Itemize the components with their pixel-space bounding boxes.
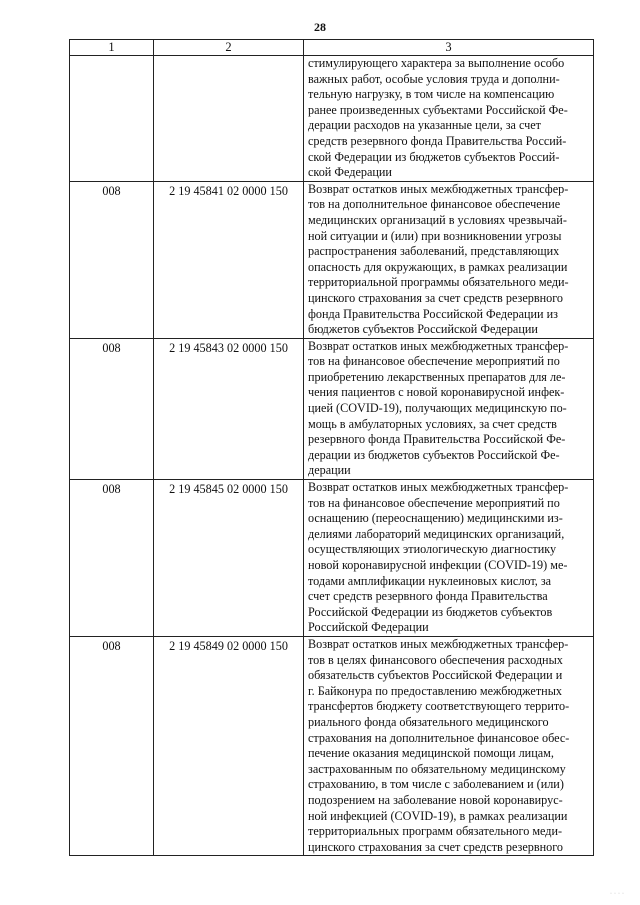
description-line: чения пациентов с новой коронавирусной инфек-: [308, 385, 565, 400]
description-line: Возврат остатков иных межбюджетных трансфер-: [308, 338, 569, 353]
kbk-code-cell: 2 19 45849 02 0000 150: [154, 636, 304, 855]
description-line: подозрением на заболевание новой коронавирус-: [308, 792, 563, 807]
description-line: тельную нагрузку, в том числе на компенсацию: [308, 87, 555, 102]
table-row: [70, 338, 594, 479]
column-header-kbk-code: 2: [154, 40, 304, 56]
description-line: ской Федерации из бюджетов субъектов Россий-: [308, 149, 560, 164]
kbk-code-cell: 2 19 45843 02 0000 150: [154, 338, 304, 479]
admin-code-cell: 008: [70, 636, 154, 855]
kbk-code-cell: [154, 56, 304, 182]
kbk-code-cell: 2 19 45841 02 0000 150: [154, 181, 304, 338]
description-cell: [304, 338, 594, 479]
description-line: дерации: [308, 463, 351, 478]
description-line: приобретению лекарственных препаратов для ле-: [308, 369, 566, 384]
description-line: дерации из бюджетов субъектов Российской Фе-: [308, 447, 560, 462]
description-line: средств резервного фонда Правительства Россий-: [308, 133, 567, 148]
page-number: 28: [314, 20, 326, 34]
description-cell: [304, 56, 594, 182]
description-line: счет средств резервного фонда Правительства: [308, 589, 548, 604]
description-line: тов на финансовое обеспечение мероприятий по: [308, 495, 560, 510]
admin-code-cell: 008: [70, 480, 154, 637]
description-line: медицинских организаций в условиях чрезвычай-: [308, 212, 567, 227]
description-line: ранее произведенных субъектами Российской Фе-: [308, 102, 568, 117]
description-line: территориальных программ обязательного меди-: [308, 824, 563, 839]
description-line: Российской Федерации из бюджетов субъектов: [308, 604, 553, 619]
description-line: обязательств субъектов Российской Федерации и: [308, 668, 563, 683]
admin-code-cell: [70, 56, 154, 182]
description-line: г. Байконура по предоставлению межбюджетных: [308, 683, 562, 698]
description-line: мощь в амбулаторных условиях, за счет средств: [308, 416, 557, 431]
budget-classification-table: [69, 39, 594, 856]
description-line: опасность для окружающих, в рамках реализации: [308, 259, 568, 274]
description-cell: [304, 636, 594, 855]
description-line: ной ситуации и (или) при возникновении угрозы: [308, 228, 562, 243]
description-line: цией (COVID-19), получающих медицинскую по-: [308, 401, 567, 416]
table-row: [70, 56, 594, 182]
description-line: тов на дополнительное финансовое обеспечение: [308, 197, 561, 212]
description-line: Возврат остатков иных межбюджетных трансфер-: [308, 181, 569, 196]
admin-code-cell: 008: [70, 181, 154, 338]
description-line: важных работ, особые условия труда и дополни-: [308, 71, 560, 86]
description-line: дерации расходов на указанные цели, за счет: [308, 118, 542, 133]
description-line: новой коронавирусной инфекции (COVID-19) ме-: [308, 558, 568, 572]
table-header-row: [70, 40, 594, 56]
description-line: трансфертов бюджету соответствующего террито-: [308, 699, 570, 714]
description-line: Возврат остатков иных межбюджетных трансфер-: [308, 480, 569, 495]
description-line: риального фонда обязательного медицинского: [308, 714, 549, 729]
description-line: тов на финансовое обеспечение мероприятий по: [308, 354, 560, 369]
kbk-code-cell: 2 19 45845 02 0000 150: [154, 480, 304, 637]
description-line: цинского страхования за счет средств резервного: [308, 290, 563, 305]
description-line: тодами амплификации нуклеиновых кислот, за: [308, 573, 552, 588]
description-line: делиями лабораторий медицинских организаций,: [308, 526, 565, 541]
table-row: [70, 636, 594, 855]
description-line: тов в целях финансового обеспечения расходных: [308, 652, 563, 667]
admin-code-cell: 008: [70, 338, 154, 479]
column-header-description: 3: [304, 40, 594, 56]
description-cell: [304, 181, 594, 338]
table-row: [70, 181, 594, 338]
description-line: стимулирующего характера за выполнение особо: [308, 56, 565, 70]
description-line: ной инфекцией (COVID-19), в рамках реализации: [308, 808, 568, 823]
description-line: Российской Федерации: [308, 620, 429, 635]
description-line: бюджетов субъектов Российской Федерации: [308, 322, 538, 337]
description-line: ской Федерации: [308, 165, 392, 180]
description-line: осуществляющих этиологическую диагностику: [308, 542, 557, 557]
column-header-admin-code: 1: [70, 40, 154, 56]
description-line: страхования на дополнительное финансовое обес-: [308, 730, 570, 745]
description-line: Возврат остатков иных межбюджетных трансфер-: [308, 636, 569, 651]
description-line: распространения заболеваний, представляющих: [308, 244, 560, 259]
description-cell: [304, 480, 594, 637]
description-line: застрахованным по обязательному медицинскому: [308, 761, 566, 776]
table-row: [70, 480, 594, 637]
description-line: оснащению (переоснащению) медицинскими из-: [308, 511, 563, 526]
description-line: печение оказания медицинской помощи лицам,: [308, 746, 554, 761]
description-line: фонда Правительства Российской Федерации из: [308, 306, 558, 321]
description-line: страхованию, в том числе с заболеванием и (или): [308, 777, 564, 792]
table-body: [70, 56, 594, 856]
description-line: резервного фонда Правительства Российской Фе-: [308, 432, 566, 447]
description-line: территориальной программы обязательного меди-: [308, 275, 569, 290]
scan-footer-mark: ····: [610, 891, 626, 897]
description-line: цинского страхования за счет средств резервного: [308, 839, 563, 854]
